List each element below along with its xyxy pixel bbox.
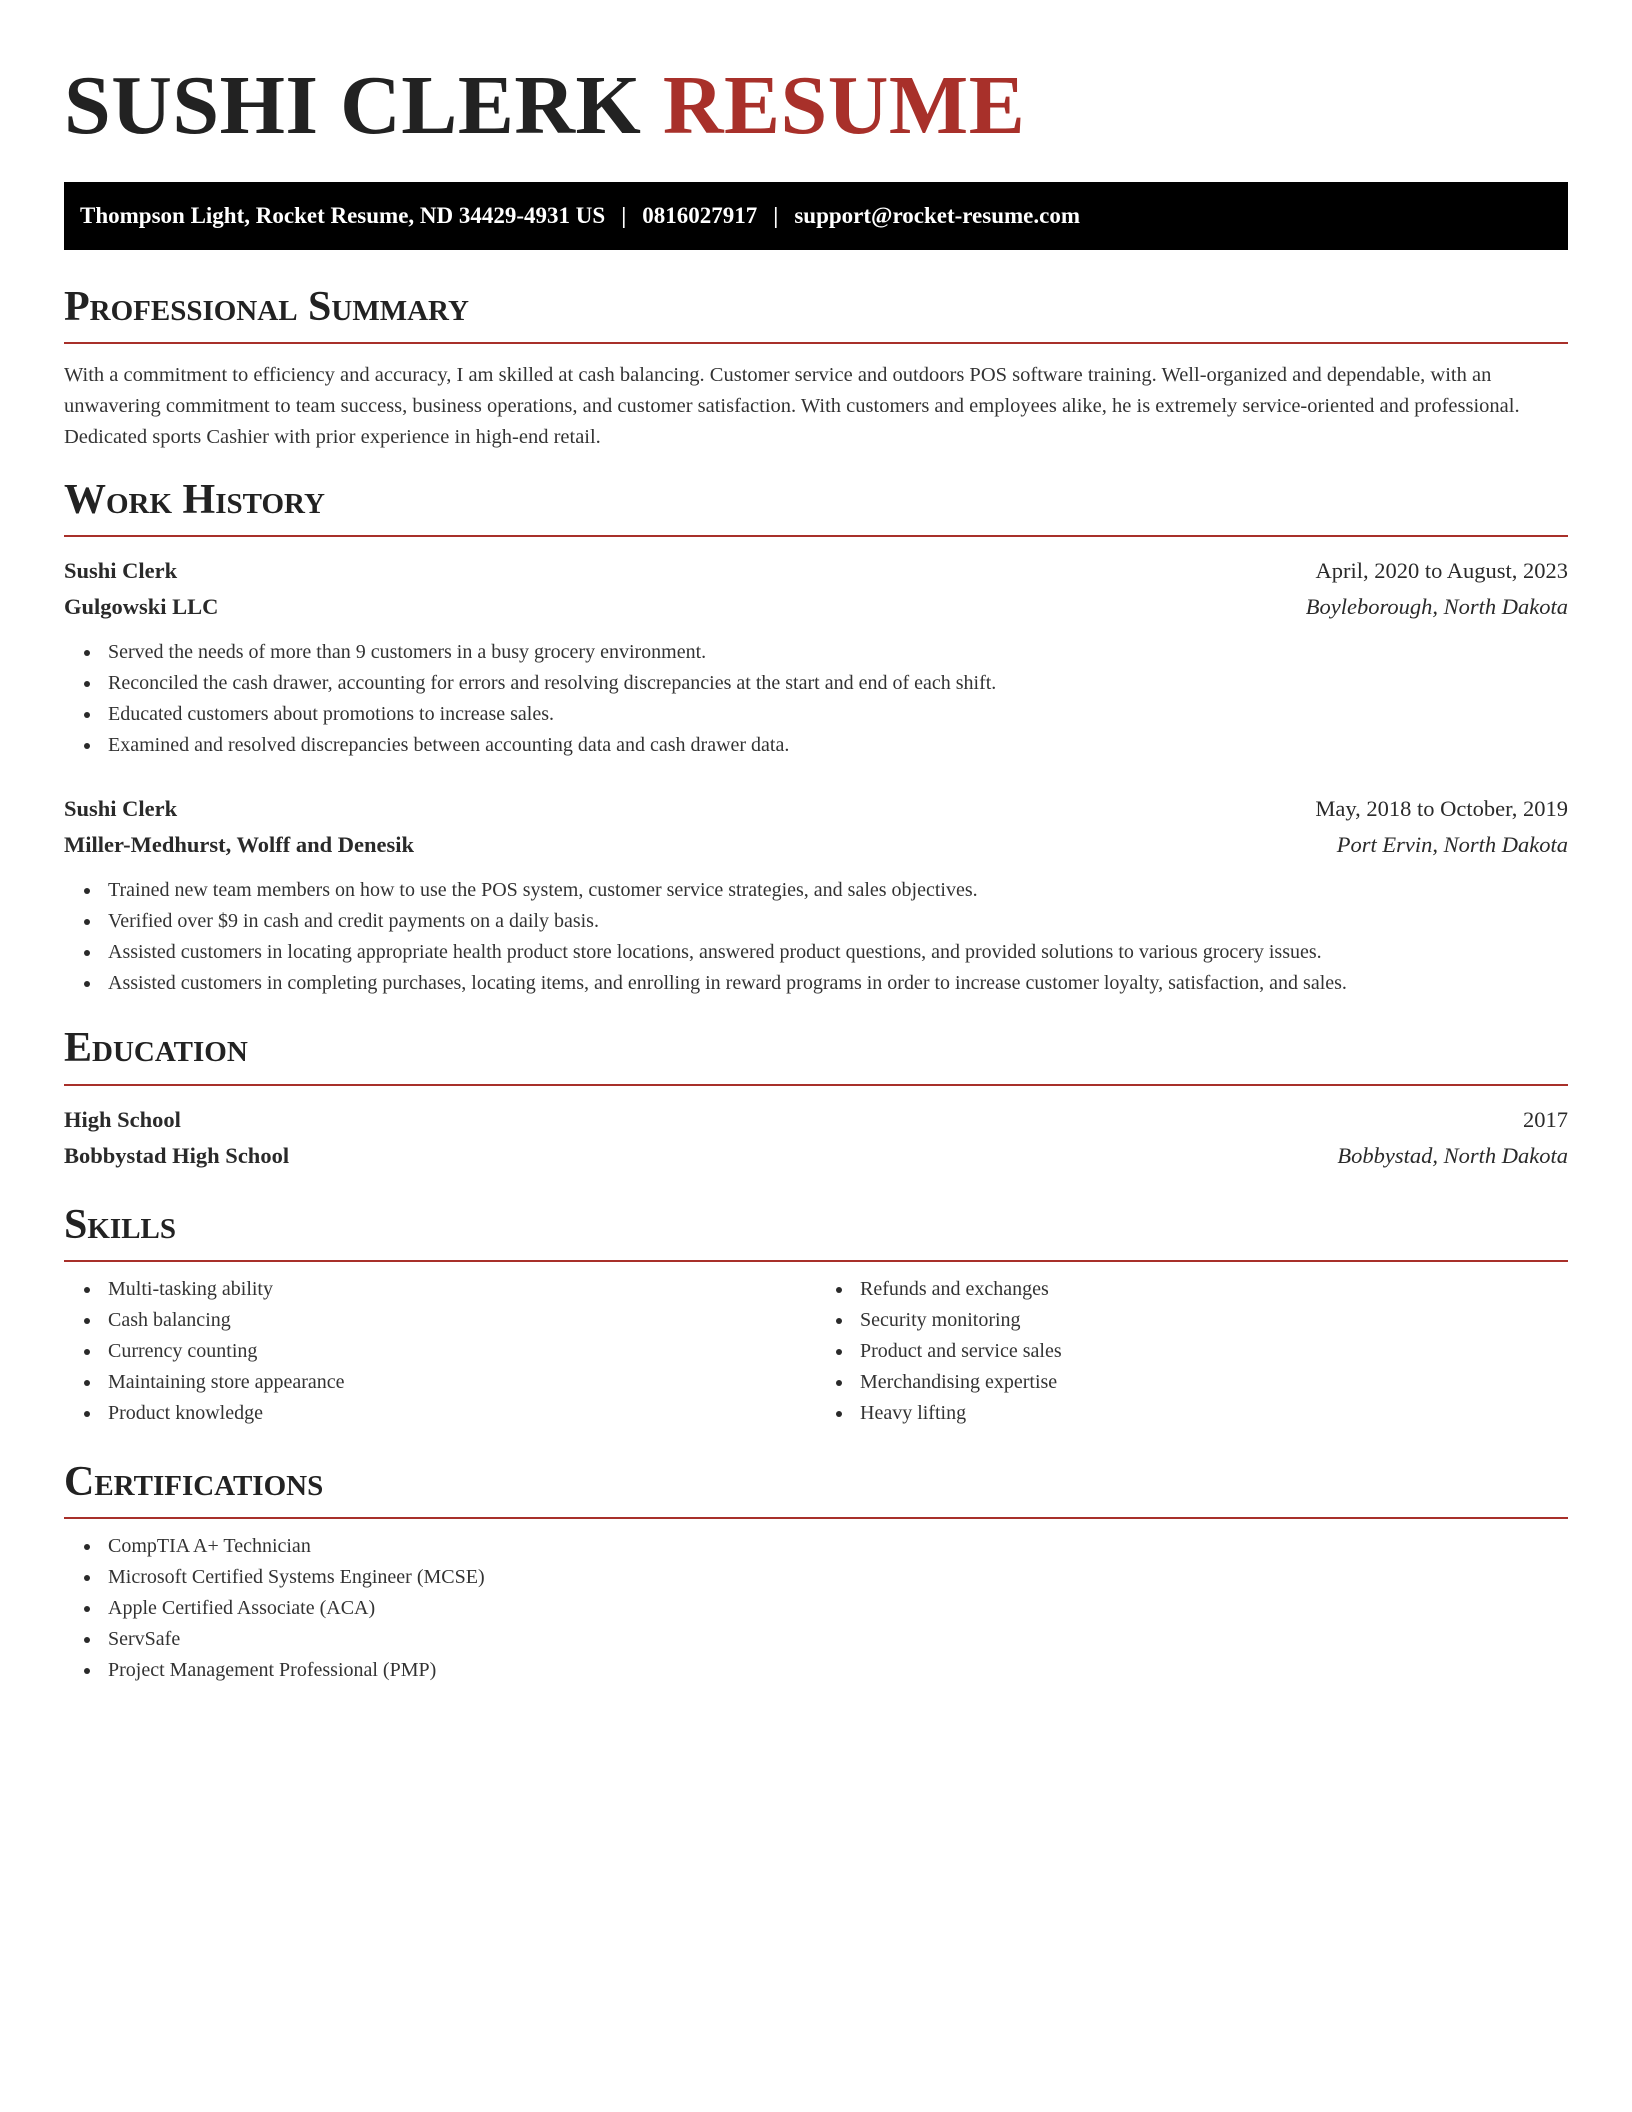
contact-address: Thompson Light, Rocket Resume, ND 34429-4931 US bbox=[80, 203, 606, 228]
list-item: Assisted customers in locating appropriate health product store locations, answered product questions, and provided solutions to various grocery issues. bbox=[108, 937, 1568, 968]
job-entry bbox=[64, 553, 1568, 761]
list-item: Trained new team members on how to use the POS system, customer service strategies, and sales objectives. bbox=[108, 875, 1568, 906]
contact-email[interactable]: support@rocket-resume.com bbox=[794, 203, 1080, 228]
job-dates: May, 2018 to October, 2019 bbox=[1315, 796, 1568, 822]
job-location: Boyleborough, North Dakota bbox=[1305, 594, 1568, 620]
skills-list-right bbox=[816, 1274, 1568, 1429]
job-duties-list bbox=[64, 875, 1568, 999]
education-school-row bbox=[64, 1138, 1568, 1174]
title-accent: RESUME bbox=[662, 59, 1026, 152]
job-company-row bbox=[64, 827, 1568, 863]
education-year: 2017 bbox=[1523, 1106, 1568, 1132]
contact-phone: 0816027917 bbox=[642, 203, 758, 228]
list-item: Cash balancing bbox=[108, 1305, 816, 1336]
list-item: Multi-tasking ability bbox=[108, 1274, 816, 1305]
list-item: Assisted customers in completing purchases, locating items, and enrolling in reward programs in order to increase customer loyalty, satisfaction, and sales. bbox=[108, 968, 1568, 999]
section-heading: Skills bbox=[64, 1202, 1568, 1262]
list-item: Served the needs of more than 9 customers in a busy grocery environment. bbox=[108, 637, 1568, 668]
education-section bbox=[64, 1025, 1568, 1173]
list-item: Educated customers about promotions to increase sales. bbox=[108, 699, 1568, 730]
job-entry bbox=[64, 791, 1568, 999]
section-heading: Certifications bbox=[64, 1459, 1568, 1519]
list-item: Product and service sales bbox=[860, 1336, 1568, 1367]
section-heading: Professional Summary bbox=[64, 284, 1568, 344]
job-header-row bbox=[64, 553, 1568, 589]
job-company: Gulgowski LLC bbox=[64, 594, 219, 620]
education-degree: High School bbox=[64, 1106, 181, 1132]
list-item: Examined and resolved discrepancies between accounting data and cash drawer data. bbox=[108, 730, 1568, 761]
job-duties-list bbox=[64, 637, 1568, 761]
education-entry bbox=[64, 1102, 1568, 1174]
certifications-section bbox=[64, 1459, 1568, 1686]
list-item: Currency counting bbox=[108, 1336, 816, 1367]
section-heading: Work History bbox=[64, 477, 1568, 537]
summary-text: With a commitment to efficiency and accuracy, I am skilled at cash balancing. Customer service and outdoors POS software training. Well-organized and dependable, with an unwavering commitment to team success, business operations, and customer satisfaction. With customers and employees alike, he is extremely service-oriented and professional. Dedicated sports Cashier with prior experience in high-end retail. bbox=[64, 364, 1520, 449]
contact-separator: | bbox=[773, 203, 779, 228]
list-item: Project Management Professional (PMP) bbox=[108, 1655, 1568, 1686]
job-title: Sushi Clerk bbox=[64, 558, 178, 584]
education-school: Bobbystad High School bbox=[64, 1142, 290, 1168]
contact-separator: | bbox=[621, 203, 627, 228]
job-title: Sushi Clerk bbox=[64, 796, 178, 822]
job-location: Port Ervin, North Dakota bbox=[1336, 832, 1568, 858]
skills-section bbox=[64, 1202, 1568, 1429]
job-company-row bbox=[64, 589, 1568, 625]
list-item: Product knowledge bbox=[108, 1398, 816, 1429]
list-item: ServSafe bbox=[108, 1624, 1568, 1655]
list-item: Heavy lifting bbox=[860, 1398, 1568, 1429]
list-item: Microsoft Certified Systems Engineer (MCSE) bbox=[108, 1562, 1568, 1593]
title-main: SUSHI CLERK bbox=[64, 59, 642, 152]
resume-title bbox=[64, 59, 1568, 152]
list-item: CompTIA A+ Technician bbox=[108, 1531, 1568, 1562]
list-item: Reconciled the cash drawer, accounting for errors and resolving discrepancies at the start and end of each shift. bbox=[108, 668, 1568, 699]
list-item: Verified over $9 in cash and credit payments on a daily basis. bbox=[108, 906, 1568, 937]
work-history-section bbox=[64, 477, 1568, 999]
contact-bar bbox=[64, 182, 1568, 250]
job-header-row bbox=[64, 791, 1568, 827]
education-location: Bobbystad, North Dakota bbox=[1337, 1142, 1568, 1168]
job-dates: April, 2020 to August, 2023 bbox=[1315, 558, 1568, 584]
section-heading: Education bbox=[64, 1025, 1568, 1085]
list-item: Merchandising expertise bbox=[860, 1367, 1568, 1398]
education-header-row bbox=[64, 1102, 1568, 1138]
skills-list-left bbox=[64, 1274, 816, 1429]
list-item: Maintaining store appearance bbox=[108, 1367, 816, 1398]
certifications-list bbox=[64, 1531, 1568, 1686]
job-company: Miller-Medhurst, Wolff and Denesik bbox=[64, 832, 414, 858]
list-item: Apple Certified Associate (ACA) bbox=[108, 1593, 1568, 1624]
skills-grid bbox=[64, 1274, 1568, 1429]
list-item: Security monitoring bbox=[860, 1305, 1568, 1336]
summary-section bbox=[64, 284, 1568, 453]
list-item: Refunds and exchanges bbox=[860, 1274, 1568, 1305]
